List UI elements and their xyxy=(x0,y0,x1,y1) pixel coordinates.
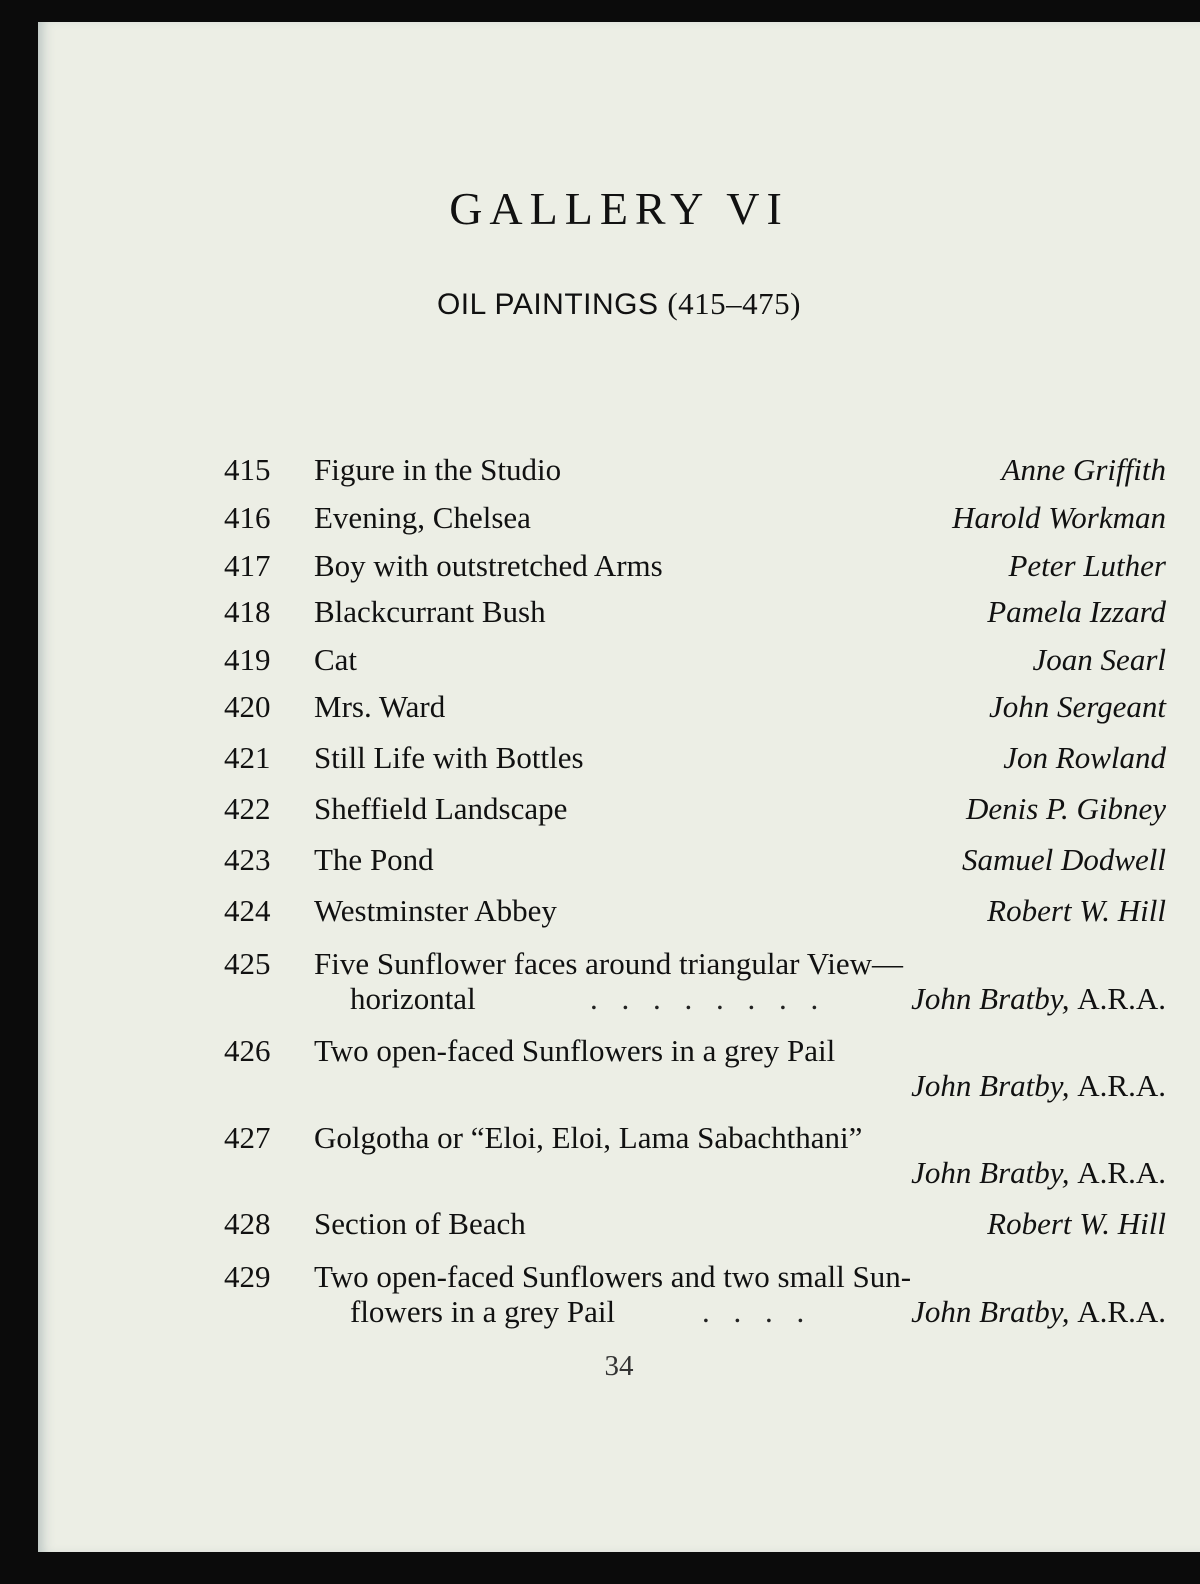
entry-number: 425 xyxy=(224,946,271,981)
entry-number: 418 xyxy=(224,594,271,629)
entry-title-line xyxy=(314,1120,1166,1155)
section-label: OIL PAINTINGS xyxy=(436,288,659,321)
entry-artist: Joan Searl xyxy=(1032,642,1166,677)
artist-honour: A.R.A. xyxy=(1077,1068,1166,1103)
entry-title-line xyxy=(314,1033,1166,1068)
entry-title: Two open-faced Sunflowers in a grey Pail xyxy=(314,1033,836,1068)
entry-title: Two open-faced Sunflowers and two small Sun- xyxy=(314,1259,912,1294)
entry-artist xyxy=(911,1294,1166,1329)
artist-name: John Bratby, xyxy=(911,1068,1070,1103)
entry-title: Golgotha or “Eloi, Eloi, Lama Sabachthani” xyxy=(314,1120,863,1155)
entry-number: 419 xyxy=(224,642,271,677)
entry-number: 429 xyxy=(224,1259,271,1294)
gallery-heading: GALLERY VI xyxy=(449,183,789,234)
entry-number: 421 xyxy=(224,740,271,775)
artist-name: John Bratby, xyxy=(911,981,1070,1016)
catalogue-entry xyxy=(224,1120,1166,1190)
entry-artist xyxy=(911,1155,1166,1190)
entry-artist: Robert W. Hill xyxy=(987,893,1166,928)
catalogue-entry xyxy=(224,946,1166,1016)
entry-title: Blackcurrant Bush xyxy=(314,594,546,629)
catalogue-entry xyxy=(224,1259,1166,1329)
catalogue-entry xyxy=(224,1033,1166,1103)
entry-title-cont: flowers in a grey Pail xyxy=(350,1294,616,1329)
leader-dots: . . . . . . . . xyxy=(590,981,827,1016)
section-range: (415–475) xyxy=(667,286,802,321)
artist-name: John Bratby, xyxy=(911,1155,1070,1190)
entry-number: 415 xyxy=(224,452,271,487)
entry-title: Sheffield Landscape xyxy=(314,791,568,826)
entry-title: Still Life with Bottles xyxy=(314,740,584,775)
entry-title: Section of Beach xyxy=(314,1206,526,1241)
entry-artist: Denis P. Gibney xyxy=(965,791,1166,826)
entry-artist: John Sergeant xyxy=(988,689,1166,724)
artist-honour: A.R.A. xyxy=(1077,981,1166,1016)
artist-honour: A.R.A. xyxy=(1077,1155,1166,1190)
entry-title: The Pond xyxy=(314,842,434,877)
entry-title: Evening, Chelsea xyxy=(314,500,531,535)
entry-artist xyxy=(911,981,1166,1016)
entry-number: 417 xyxy=(224,548,271,583)
entry-title: Cat xyxy=(314,642,358,677)
entry-number: 416 xyxy=(224,500,271,535)
section-heading xyxy=(38,286,1200,322)
entry-title: Boy with outstretched Arms xyxy=(314,548,663,583)
entry-title: Figure in the Studio xyxy=(314,452,562,487)
entry-title-line xyxy=(314,946,1166,981)
entry-number: 424 xyxy=(224,893,271,928)
entry-title: Westminster Abbey xyxy=(314,893,557,928)
catalogue-page xyxy=(38,22,1200,1552)
entry-title: Mrs. Ward xyxy=(314,689,446,724)
entry-number: 422 xyxy=(224,791,271,826)
entry-artist: Peter Luther xyxy=(1008,548,1166,583)
entry-artist: Robert W. Hill xyxy=(987,1206,1166,1241)
entry-number: 428 xyxy=(224,1206,271,1241)
page-number: 34 xyxy=(604,1350,634,1382)
entry-number: 423 xyxy=(224,842,271,877)
entry-number: 426 xyxy=(224,1033,271,1068)
entry-title: Five Sunflower faces around triangular View— xyxy=(314,946,903,981)
entry-title-cont: horizontal xyxy=(350,981,476,1016)
entry-artist: Pamela Izzard xyxy=(987,594,1166,629)
leader-dots: . . . . xyxy=(702,1294,813,1329)
entry-number: 427 xyxy=(224,1120,271,1155)
entry-title-line xyxy=(314,1259,1166,1294)
entry-artist: Samuel Dodwell xyxy=(961,842,1166,877)
entry-artist: Anne Griffith xyxy=(1001,452,1166,487)
artist-honour: A.R.A. xyxy=(1077,1294,1166,1329)
entry-artist: Jon Rowland xyxy=(1003,740,1166,775)
entry-number: 420 xyxy=(224,689,271,724)
entry-artist: Harold Workman xyxy=(952,500,1166,535)
entry-artist xyxy=(911,1068,1166,1103)
artist-name: John Bratby, xyxy=(911,1294,1070,1329)
